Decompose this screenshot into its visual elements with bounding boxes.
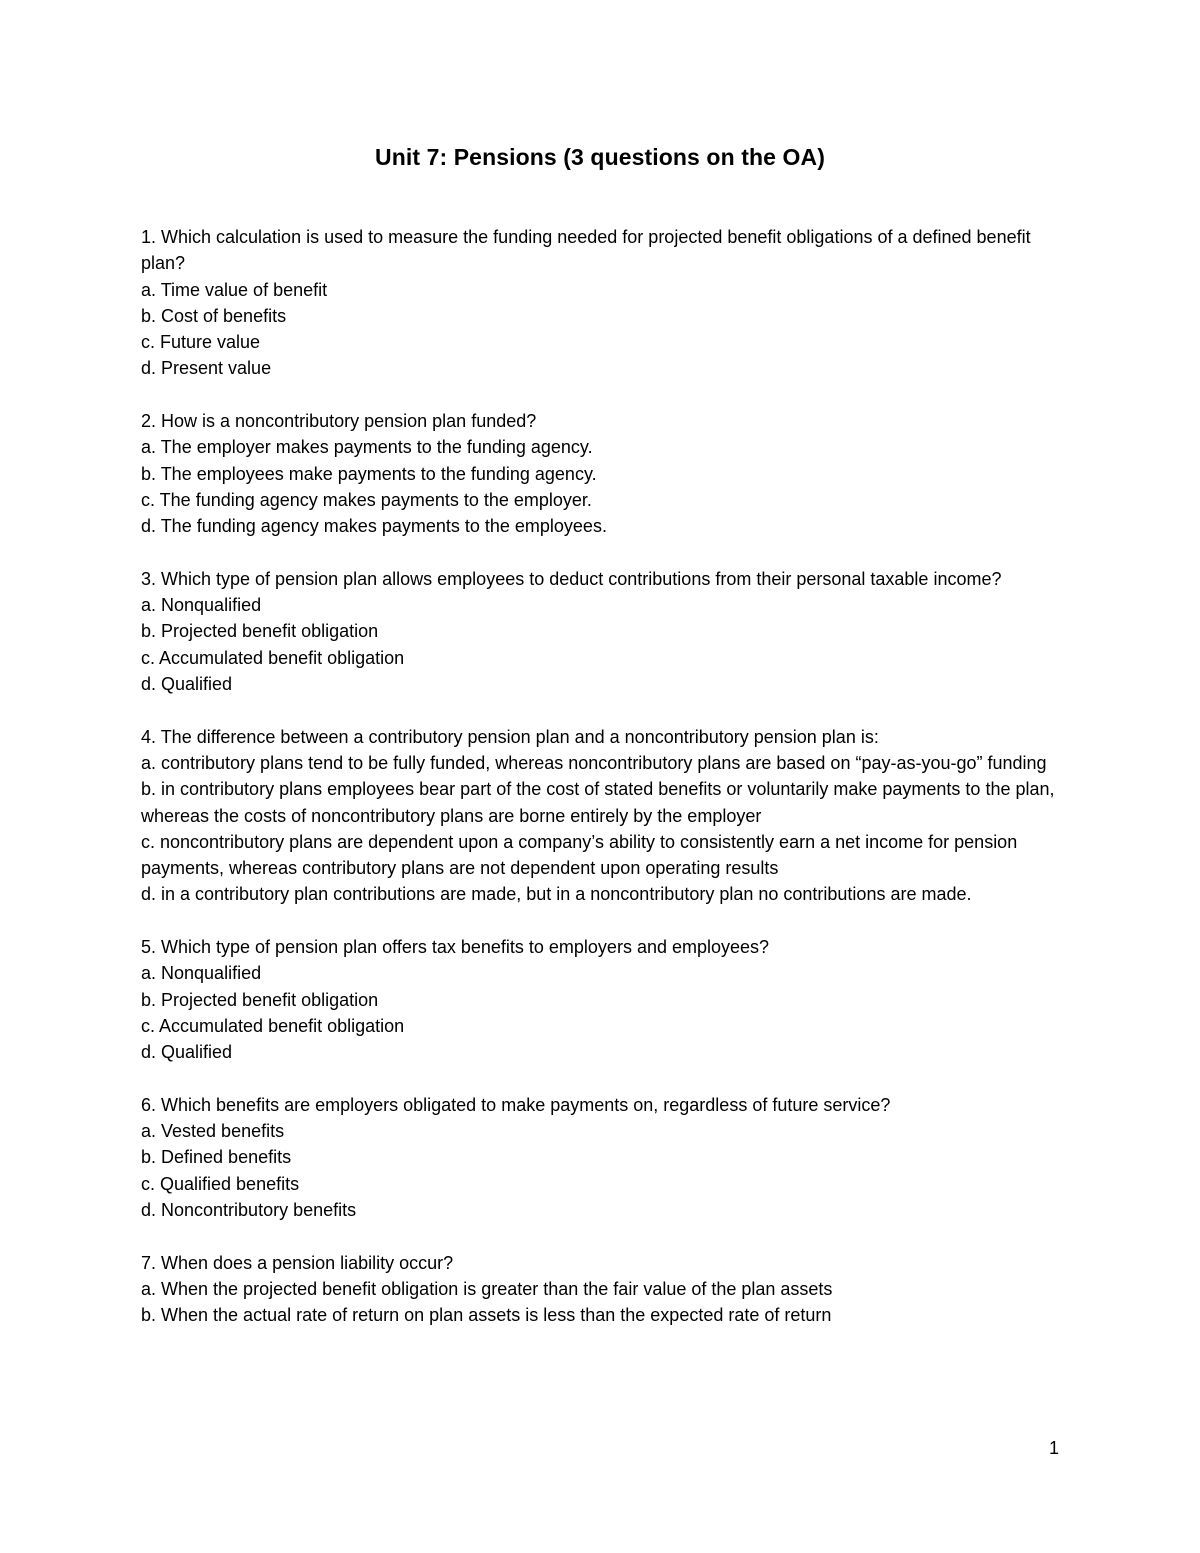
question-4 <box>141 724 1066 908</box>
answer-option: c. noncontributory plans are dependent upon a company’s ability to consistently earn a net income for pension payments, whereas contributory plans are not dependent upon operating results <box>141 831 1018 879</box>
answer-option: b. Projected benefit obligation <box>141 621 379 642</box>
answer-option: a. When the projected benefit obligation is greater than the fair value of the plan assets <box>141 1278 833 1299</box>
answer-option: c. Accumulated benefit obligation <box>141 1015 405 1036</box>
answer-option: a. Time value of benefit <box>141 279 328 300</box>
answer-option: c. The funding agency makes payments to the employer. <box>141 489 592 510</box>
answer-option: d. Noncontributory benefits <box>141 1199 357 1220</box>
answer-option: d. Qualified <box>141 674 233 695</box>
answer-option: a. The employer makes payments to the funding agency. <box>141 437 593 458</box>
answer-option: d. Qualified <box>141 1042 233 1063</box>
page-number: 1 <box>1048 1438 1059 1458</box>
question-text: 6. Which benefits are employers obligated to make payments on, regardless of future service? <box>141 1094 891 1115</box>
question-text: 2. How is a noncontributory pension plan funded? <box>141 411 537 432</box>
question-5 <box>141 934 1066 1065</box>
answer-option: d. The funding agency makes payments to the employees. <box>141 516 607 537</box>
answer-option: d. Present value <box>141 358 272 379</box>
question-text: 3. Which type of pension plan allows employees to deduct contributions from their personal taxable income? <box>141 568 1002 589</box>
question-text: 1. Which calculation is used to measure the funding needed for projected benefit obligations of a defined benefit plan? <box>141 227 1031 274</box>
question-text: 4. The difference between a contributory pension plan and a noncontributory pension plan is: <box>141 726 879 747</box>
answer-option: b. When the actual rate of return on plan assets is less than the expected rate of return <box>141 1305 832 1326</box>
answer-option: b. in contributory plans employees bear part of the cost of stated benefits or voluntarily make payments to the plan, whereas the costs of noncontributory plans are borne entirely by the employer <box>141 779 1055 826</box>
answer-option: b. Cost of benefits <box>141 305 287 326</box>
question-1 <box>141 224 1066 382</box>
question-text: 5. Which type of pension plan offers tax benefits to employers and employees? <box>141 937 770 958</box>
page-title: Unit 7: Pensions (3 questions on the OA) <box>375 144 825 170</box>
answer-option: a. Nonqualified <box>141 595 262 616</box>
answer-option: d. in a contributory plan contributions are made, but in a noncontributory plan no contributions are made. <box>141 884 972 905</box>
answer-option: b. Projected benefit obligation <box>141 989 379 1010</box>
answer-option: a. Vested benefits <box>141 1121 285 1142</box>
answer-option: b. Defined benefits <box>141 1147 292 1168</box>
question-3 <box>141 566 1066 697</box>
answer-option: b. The employees make payments to the funding agency. <box>141 463 597 484</box>
answer-option: a. contributory plans tend to be fully funded, whereas noncontributory plans are based on “pay-as-you-go” funding <box>141 752 1047 773</box>
answer-option: c. Qualified benefits <box>141 1173 300 1194</box>
answer-option: a. Nonqualified <box>141 963 262 984</box>
answer-option: c. Accumulated benefit obligation <box>141 647 405 668</box>
question-text: 7. When does a pension liability occur? <box>141 1252 454 1273</box>
question-7 <box>141 1250 1066 1329</box>
question-list <box>141 224 1066 1355</box>
question-6 <box>141 1092 1066 1223</box>
answer-option: c. Future value <box>141 332 261 353</box>
question-2 <box>141 408 1066 539</box>
